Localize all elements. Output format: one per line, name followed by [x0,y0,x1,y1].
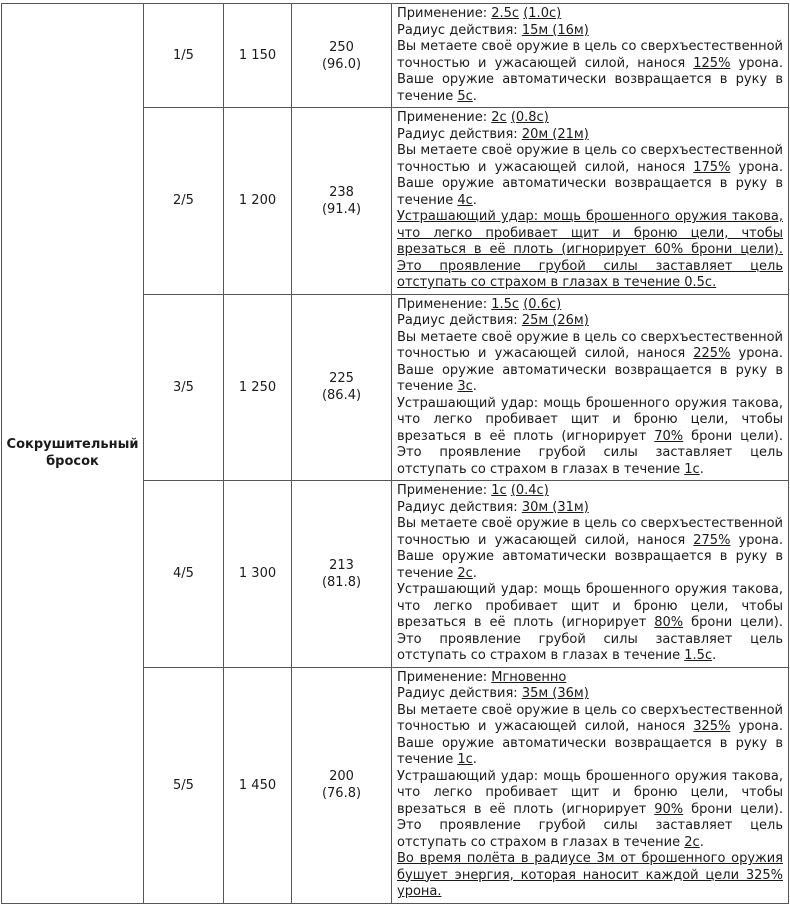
description-cell [392,4,789,108]
underlined-value: 70% [654,428,684,444]
rank-cell [144,294,224,481]
damage-alt-value: (76.8) [321,786,362,801]
description-paragraph: Вы метаете своё оружие в цель со сверхъестественной точностью и ужасающей силой, нанося 225% урона. Ваше оружие автоматически возвращается в руку в течение 3с. [397,329,783,394]
cast-time-line: Применение: Мгновенно [397,669,567,685]
underlined-value: 5с [457,88,473,104]
cost-value: 1 250 [238,379,277,395]
terror-strike-paragraph: Устрашающий удар: мощь брошенного оружия такова, что легко пробивает щит и броню цели, чтобы врезаться в её плоть (игнорирует 80% брони цели). Это проявление грубой силы заставляет цель отступать со страхом в глазах в течение 1.5с. [397,582,783,663]
cost-cell [224,4,292,108]
damage-cell [292,4,392,108]
damage-value: 250 [329,39,354,55]
cast-time-line: Применение: 1с (0.4с) [397,483,549,498]
description-paragraph: Вы метаете своё оружие в цель со сверхъестественной точностью и ужасающей силой, нанося 325% урона. Ваше оружие автоматически возвращается в руку в течение 1с. [397,702,783,767]
underlined-value: 3с [457,379,473,394]
underlined-value: 30м (31м) [521,499,589,515]
description-cell [392,481,789,668]
description-paragraph: Вы метаете своё оружие в цель со сверхъестественной точностью и ужасающей силой, нанося 275% урона. Ваше оружие автоматически возвращается в руку в течение 2с. [397,516,783,581]
range-line: Радиус действия: 25м (26м) [397,313,589,328]
terror-strike-paragraph: Устрашающий удар: мощь брошенного оружия такова, что легко пробивает щит и броню цели, чтобы врезаться в её плоть (игнорирует 90% брони цели). Это проявление грубой силы заставляет цель отступать со страхом в глазах в течение 2с. [397,768,783,850]
cost-cell [224,294,292,481]
underlined-value: 2с [491,110,507,125]
skill-table [1,3,789,904]
range-line: Радиус действия: 15м (16м) [397,22,589,38]
flight-energy-paragraph [397,851,783,901]
underlined-value: 2с [457,565,473,581]
description-cell [392,294,789,481]
cost-value: 1 450 [238,777,277,793]
damage-value: 225 [329,371,354,387]
underlined-value: 1с [491,483,507,498]
underlined-value: Мгновенно [491,669,567,685]
underlined-value: 25м (26м) [521,313,589,328]
skill-row-1 [2,4,789,108]
underlined-value: 15м (16м) [521,22,589,38]
description-cell [392,667,789,903]
cost-cell [224,667,292,903]
damage-alt-value: (91.4) [321,201,362,217]
description-paragraph: Вы метаете своё оружие в цель со сверхъестественной точностью и ужасающей силой, нанося 125% урона. Ваше оружие автоматически возвращается в руку в течение 5с. [397,39,783,104]
damage-value: 213 [329,557,354,573]
skill-name-cell [2,4,144,904]
underlined-value: Устрашающий удар: мощь брошенного оружия такова, что легко пробивает щит и броню цели, чтобы врезаться в её плоть (игнорирует 60% брони цели). Это проявление грубой силы заставляет цель отступать со страхом в глазах в течение 0.5с. [397,209,783,290]
underlined-value: 4с [457,192,473,208]
underlined-value: (0.6с) [523,296,562,312]
rank-cell [144,108,224,295]
underlined-value: 1с [457,752,473,767]
cost-value: 1 300 [238,566,277,582]
rank-value: 5/5 [173,777,194,793]
cast-time-line: Применение: 1.5с (0.6с) [397,296,562,312]
cost-value: 1 200 [238,193,277,209]
rank-value: 4/5 [173,566,194,582]
underlined-value: 275% [693,532,731,548]
terror-strike-paragraph [397,209,783,292]
underlined-value: 2.5с [491,6,520,21]
damage-value: 238 [329,184,354,200]
underlined-value: 35м (36м) [521,686,589,701]
underlined-value: 1.5с [491,296,520,312]
rank-value: 1/5 [173,48,194,63]
damage-cell [292,108,392,295]
terror-strike-paragraph: Устрашающий удар: мощь брошенного оружия такова, что легко пробивает щит и броню цели, чтобы врезаться в её плоть (игнорирует 70% брони цели). Это проявление грубой силы заставляет цель отступать со страхом в глазах в течение 1с. [397,395,783,477]
range-line: Радиус действия: 35м (36м) [397,686,589,701]
underlined-value: 20м (21м) [521,126,589,142]
underlined-value: 80% [654,615,684,630]
cast-time-line: Применение: 2с (0.8с) [397,110,549,125]
damage-value: 200 [329,769,354,784]
cost-value: 1 150 [238,48,277,63]
underlined-value: (0.8с) [510,110,549,125]
underlined-value: 325% [693,719,731,734]
rank-value: 3/5 [173,379,194,395]
skill-name: Сокрушительный бросок [6,437,139,470]
rank-cell [144,667,224,903]
range-line: Радиус действия: 30м (31м) [397,499,589,515]
description-cell [392,108,789,295]
underlined-value: (0.4с) [510,483,549,498]
rank-cell [144,481,224,668]
underlined-value: (1.0с) [523,6,562,21]
underlined-value: 225% [693,346,731,361]
underlined-value: 175% [693,159,731,175]
damage-alt-value: (81.8) [321,574,362,590]
cost-cell [224,481,292,668]
cost-cell [224,108,292,295]
damage-cell [292,294,392,481]
rank-cell [144,4,224,108]
damage-alt-value: (96.0) [321,56,362,72]
range-line: Радиус действия: 20м (21м) [397,126,589,142]
rank-value: 2/5 [173,193,194,209]
underlined-value: 1с [684,461,700,477]
damage-cell [292,667,392,903]
damage-alt-value: (86.4) [321,388,362,404]
damage-cell [292,481,392,668]
underlined-value: 90% [654,801,684,817]
underlined-value: 1.5с [684,648,713,663]
underlined-value: Во время полёта в радиусе 3м от брошенного оружия бушует энергия, которая наносит каждой цели 325% урона. [397,851,783,899]
cast-time-line: Применение: 2.5с (1.0с) [397,6,562,21]
description-paragraph: Вы метаете своё оружие в цель со сверхъестественной точностью и ужасающей силой, нанося 175% урона. Ваше оружие автоматически возвращается в руку в течение 4с. [397,143,783,208]
underlined-value: 125% [693,55,731,71]
underlined-value: 2с [684,834,700,850]
